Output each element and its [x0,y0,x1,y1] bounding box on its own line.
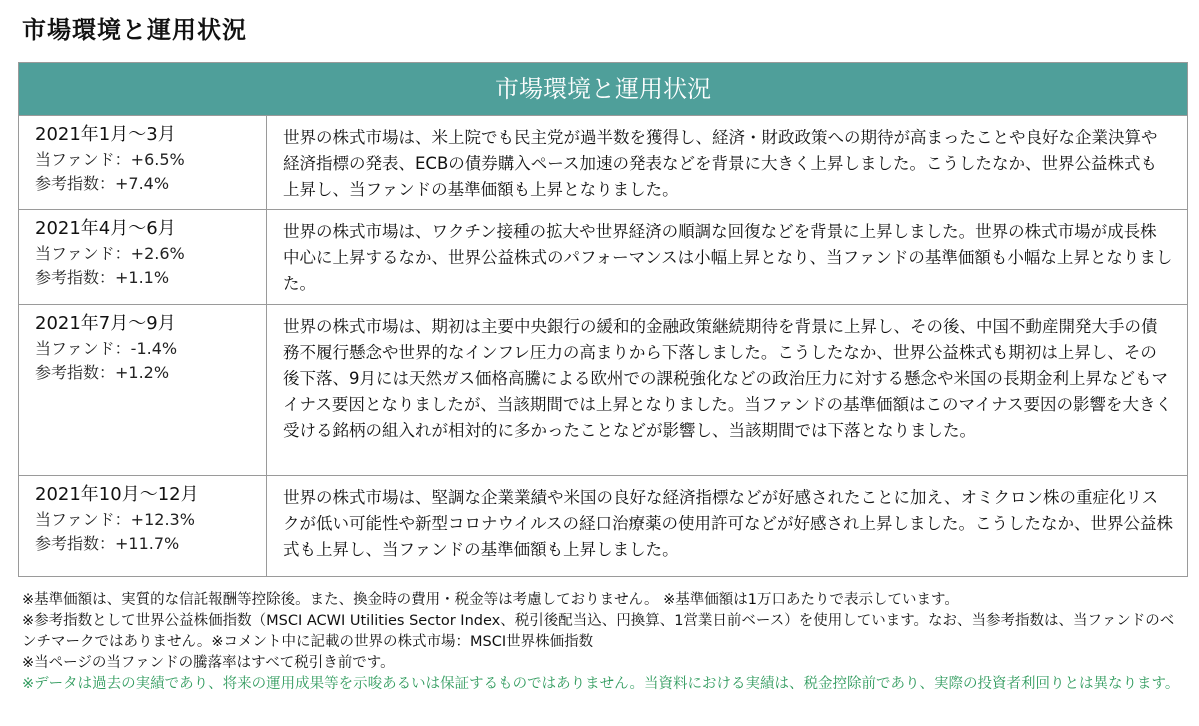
footnotes [22,590,1182,695]
table-row [19,305,1187,476]
period-cell [19,116,267,209]
period-label: 2021年10月～12月 [35,484,199,505]
comment-cell: 世界の株式市場は、米上院でも民主党が過半数を獲得し、経済・財政政策への期待が高まったことや良好な企業決算や経済指標の発表、ECBの債券購入ペース加速の発表などを背景に大きく上昇しました。こうしたなか、世界公益株式も上昇し、当ファンドの基準価額も上昇となりました。 [283,128,1158,199]
footnote: ※基準価額は、実質的な信託報酬等控除後。また、換金時の費用・税金等は考慮しておりません。 ※基準価額は1万口あたりで表示しています。 [22,592,959,608]
table-header: 市場環境と運用状況 [19,63,1187,116]
period-label: 2021年1月～3月 [35,124,176,145]
page-title: 市場環境と運用状況 [22,16,247,44]
fund-return: 当ファンド：+2.6% [35,244,185,263]
period-cell [19,305,267,475]
footnote: ※参考指数として世界公益株価指数（MSCI ACWI Utilities Sector Index、税引後配当込、円換算、1営業日前ベース）を使用しています。なお、当参考指数は、当ファンドのベンチマークではありません。※コメント中に記載の世界の株式市場：MSCI世界株価指数 [22,613,1175,650]
period-label: 2021年4月～6月 [35,218,176,239]
footnote: ※当ページの当ファンドの騰落率はすべて税引き前です。 [22,655,395,671]
comment-cell: 世界の株式市場は、期初は主要中央銀行の緩和的金融政策継続期待を背景に上昇し、その後、中国不動産開発大手の債務不履行懸念や世界的なインフレ圧力の高まりから下落しました。こうしたなか、世界公益株式も期初は上昇し、その後下落、9月には天然ガス価格高騰による欧州での課税強化などの政治圧力に対する懸念や米国の長期金利上昇などもマイナス要因となりましたが、当該期間では上昇となりました。当ファンドの基準価額はこのマイナス要因の影響を大きく受ける銘柄の組入れが相対的に多かったことなどが影響し、当該期間では下落となりました。 [283,317,1173,440]
period-cell [19,476,267,576]
table-row [19,210,1187,305]
benchmark-return: 参考指数：+1.1% [35,268,170,287]
period-label: 2021年7月～9月 [35,313,176,334]
benchmark-return: 参考指数：+11.7% [35,534,180,553]
disclaimer: ※データは過去の実績であり、将来の運用成果等を示唆あるいは保証するものではありません。当資料における実績は、税金控除前であり、実際の投資者利回りとは異なります。 [22,676,1180,692]
comment-cell: 世界の株式市場は、ワクチン接種の拡大や世界経済の順調な回復などを背景に上昇しました。世界の株式市場が成長株中心に上昇するなか、世界公益株式のパフォーマンスは小幅上昇となり、当ファンドの基準価額も小幅な上昇となりました。 [283,222,1173,293]
benchmark-return: 参考指数：+1.2% [35,363,170,382]
table-row [19,476,1187,576]
table-row [19,116,1187,210]
fund-return: 当ファンド：-1.4% [35,339,178,358]
comment-cell: 世界の株式市場は、堅調な企業業績や米国の良好な経済指標などが好感されたことに加え、オミクロン株の重症化リスクが低い可能性や新型コロナウイルスの経口治療薬の使用許可などが好感され上昇しました。こうしたなか、世界公益株式も上昇し、当ファンドの基準価額も上昇しました。 [283,488,1174,559]
market-table [18,62,1188,577]
fund-return: 当ファンド：+12.3% [35,510,195,529]
benchmark-return: 参考指数：+7.4% [35,174,170,193]
fund-return: 当ファンド：+6.5% [35,150,185,169]
period-cell [19,210,267,304]
